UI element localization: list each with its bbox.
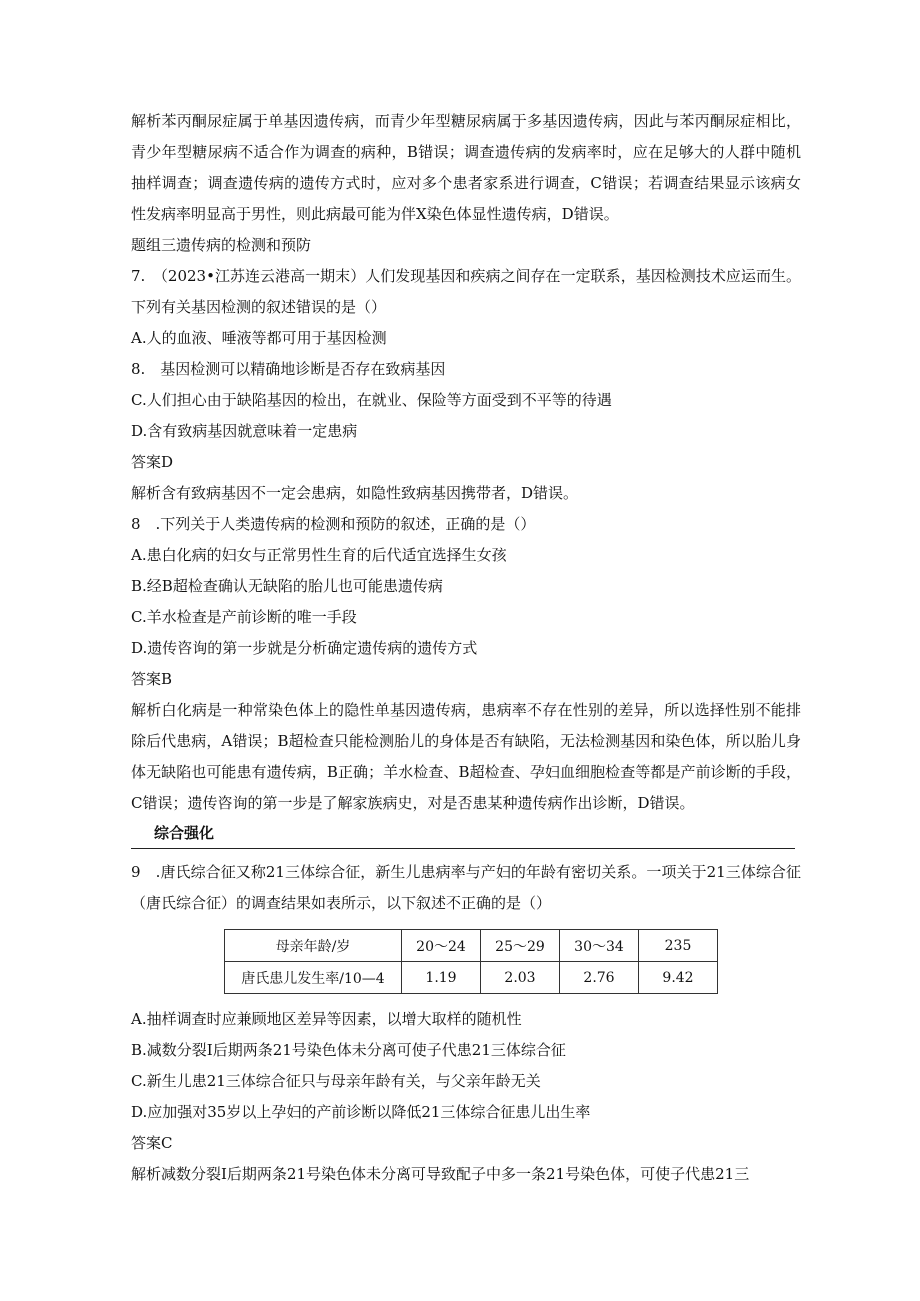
answer-7: 答案D (131, 453, 174, 471)
option-d: D.应加强对35岁以上孕妇的产前诊断以降低21三体综合征患儿出生率 (131, 1103, 591, 1121)
option-c: C.羊水检查是产前诊断的唯一手段 (131, 608, 357, 626)
survey-table (224, 929, 718, 994)
analysis-7: 解析含有致病基因不一定会患病，如隐性致病基因携带者，D错误。 (131, 484, 579, 502)
table-cell: 2.03 (481, 962, 560, 994)
table-cell: 母亲年龄/岁 (225, 930, 402, 962)
analysis-paragraph-6: 解析苯丙酮尿症属于单基因遗传病，而青少年型糖尿病属于多基因遗传病，因此与苯丙酮尿症相比，青少年型糖尿病不适合作为调查的病种，B错误；调查遗传病的发病率时，应在足够大的人群中随机抽样调查；调查遗传病的遗传方式时，应对多个患者家系进行调查，C错误；若调查结果显示该病女性发病率明显高于男性，则此病最可能为伴X染色体显性遗传病，D错误。 (131, 112, 801, 223)
answer-9: 答案C (131, 1134, 173, 1152)
option-a: A.患白化病的妇女与正常男性生育的后代适宜选择生女孩 (131, 546, 507, 564)
option-b: B.经B超检查确认无缺陷的胎儿也可能患遗传病 (131, 577, 443, 595)
question-7-stem: 7. （2023•江苏连云港高一期末）人们发现基因和疾病之间存在一定联系，基因检测技术应运而生。下列有关基因检测的叙述错误的是（） (131, 267, 801, 316)
table-cell: 20～24 (402, 930, 481, 962)
table-cell: 2.76 (560, 962, 639, 994)
option-d: D.遗传咨询的第一步就是分析确定遗传病的遗传方式 (131, 639, 478, 657)
option-d: D.含有致病基因就意味着一定患病 (131, 422, 358, 440)
table-cell: 1.19 (402, 962, 481, 994)
option-c: C.新生儿患21三体综合征只与母亲年龄有关，与父亲年龄无关 (131, 1072, 541, 1090)
question-9-stem: 9 .唐氏综合征又称21三体综合征，新生儿患病率与产妇的年龄有密切关系。一项关于21三体综合征（唐氏综合征）的调查结果如表所示，以下叙述不正确的是（） (131, 863, 801, 912)
option-c: C.人们担心由于缺陷基因的检出，在就业、保险等方面受到不平等的待遇 (131, 391, 612, 409)
table-cell: 9.42 (639, 962, 718, 994)
table-cell: 唐氏患儿发生率/10—4 (225, 962, 402, 994)
document-page (131, 106, 801, 1190)
table-cell: 25～29 (481, 930, 560, 962)
table-cell: 235 (639, 930, 718, 962)
option-a: A.人的血液、唾液等都可用于基因检测 (131, 329, 387, 347)
table-row (225, 930, 718, 962)
analysis-8: 解析白化病是一种常染色体上的隐性单基因遗传病，患病率不存在性别的差异，所以选择性别不能排除后代患病，A错误；B超检查只能检测胎儿的身体是否有缺陷，无法检测基因和染色体，所以胎儿身体无缺陷也可能患有遗传病，B正确；羊水检查、B超检查、孕妇血细胞检查等都是产前诊断的手段，C错误；遗传咨询的第一步是了解家族病史，对是否患某种遗传病作出诊断，D错误。 (131, 701, 801, 812)
analysis-9: 解析减数分裂I后期两条21号染色体未分离可导致配子中多一条21号染色体，可使子代患21三 (131, 1165, 750, 1183)
table-row (225, 962, 718, 994)
table-cell: 30～34 (560, 930, 639, 962)
section-title-group-3: 题组三遗传病的检测和预防 (131, 236, 312, 254)
option-a: A.抽样调查时应兼顾地区差异等因素，以增大取样的随机性 (131, 1010, 522, 1028)
answer-8: 答案B (131, 670, 173, 688)
option-b: 8. 基因检测可以精确地诊断是否存在致病基因 (131, 360, 446, 378)
question-8-stem: 8 .下列关于人类遗传病的检测和预防的叙述，正确的是（） (131, 515, 536, 533)
section-header: 综合强化 (131, 821, 795, 849)
option-b: B.减数分裂I后期两条21号染色体未分离可使子代患21三体综合征 (131, 1041, 566, 1059)
